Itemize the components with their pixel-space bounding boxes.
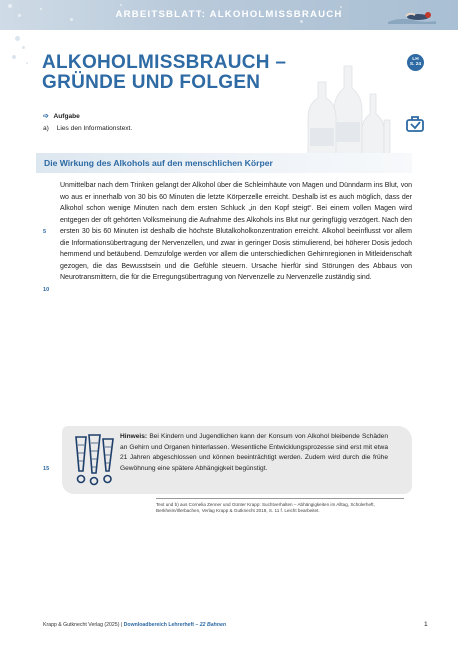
line-number: 5 xyxy=(43,229,47,236)
hint-body: Bei Kindern und Jugendlichen kann der Konsum von Alkohol bleibende Schäden an Gehirn und Organen hinterlassen. Wesentliche Entwicklungsprozesse sind erst mit etwa 21 Jahren abgeschlossen und können beeinträchtigt werden. Zudem wird durch die frühe Gewöhnung eine spätere Abhängigkeit begünstigt. xyxy=(120,433,388,472)
exclamation-icon xyxy=(70,433,118,487)
footer xyxy=(43,622,226,628)
footer-download-area: Downloadbereich Lehrerheft – 22 Bahnen xyxy=(123,622,226,628)
line-number xyxy=(43,193,53,205)
decor-bubble xyxy=(15,36,20,41)
page-title-line-2: GRÜNDE UND FOLGEN xyxy=(42,72,261,93)
section-title: Die Wirkung des Alkohols auf den menschlichen Körper xyxy=(44,158,273,168)
line-number: 15 xyxy=(43,465,50,472)
task-label: Aufgabe xyxy=(53,113,80,120)
decor-bubble xyxy=(26,62,28,64)
footer-publisher: Krapp & Gutknecht Verlag (2025) | xyxy=(43,622,124,628)
line-number xyxy=(43,262,53,274)
task-item-a xyxy=(43,125,132,132)
info-text: Unmittelbar nach dem Trinken gelangt der Alkohol über die Schleimhäute von Magen und Dünndarm ins Blut, von wo aus er innerhalb von 30 bis 60 Minuten die letzte Körperzelle erreicht. Deshalb ist es auch möglich, dass der Alkohol schon wenige Minuten nach dem ersten Schluck „in den Kopf steigt“. Bei einem vollen Magen wird entgegen der oft gehörten Volksmeinung die Aufnahme des Alkohols ins Blut nur geringfügig verzögert. Nach den ersten 30 bis 60 Minuten ist deshalb die höchste Blutalkoholkonzentration erreicht. Alkohol beeinflusst vor allem die Informationsübertragung der Nervenzellen, und zwar in geringer Dosis stimulierend, bei höherer Dosis jedoch hemmend und betäubend. Demzufolge werden vor allem die unterschiedlichen Gehirnregionen in Mitleidenschaft gezogen, die das Bewusstsein und die Gefühle steuern. Ursache hierfür sind Störungen des Abbaus von Neurotransmittern, die für die Erregungsübertragung von Nervenzelle zu Nervenzelle zuständig sind. xyxy=(60,182,412,282)
hint-line-numbers xyxy=(43,432,53,485)
line-number xyxy=(43,239,53,251)
line-number xyxy=(43,181,53,193)
page-title xyxy=(42,53,292,93)
hint-text xyxy=(120,432,388,474)
line-number xyxy=(43,216,53,228)
hint-label: Hinweis: xyxy=(120,433,148,440)
teacher-booklet-badge xyxy=(407,54,424,71)
badge-line-1: LH xyxy=(412,57,419,62)
decor-bubble xyxy=(22,46,25,49)
line-number xyxy=(43,250,53,262)
toolbox-icon xyxy=(405,114,425,134)
line-number xyxy=(43,308,53,320)
header-title: ARBEITSBLATT: ALKOHOLMISSBRAUCH xyxy=(115,9,343,20)
page-title-line-1: ALKOHOLMISSBRAUCH – xyxy=(42,52,287,73)
line-number: 10 xyxy=(43,286,50,293)
line-number xyxy=(43,453,53,464)
footer-series: 22 Bahnen xyxy=(199,622,226,628)
line-number xyxy=(43,296,53,308)
task-item-letter: a) xyxy=(43,125,49,132)
swimmer-icon xyxy=(388,10,436,24)
line-number xyxy=(43,474,53,485)
line-number xyxy=(43,273,53,285)
decor-bubble xyxy=(12,55,16,59)
task-item-text: Lies den Informationstext. xyxy=(56,125,133,132)
header-band xyxy=(0,0,458,30)
page-number: 1 xyxy=(424,621,428,628)
arrow-circle-icon: ➩ xyxy=(43,113,49,120)
line-number xyxy=(43,204,53,216)
line-number xyxy=(43,443,53,454)
source-divider xyxy=(156,498,404,499)
source-citation: Text und b) aus Cornelia Zenner und Günter Krapp: Suchtverhalten – Abhängigkeiten im Alltag, Schülerheft, Berkheim/Illerbachen, Verlag Krapp & Gutknecht 2018, S. 11 f. Leicht bearbeitet. xyxy=(156,502,375,514)
line-number xyxy=(43,432,53,443)
task-heading xyxy=(43,112,80,120)
badge-line-2: S. 24 xyxy=(409,62,422,68)
body-line-numbers xyxy=(43,181,53,320)
